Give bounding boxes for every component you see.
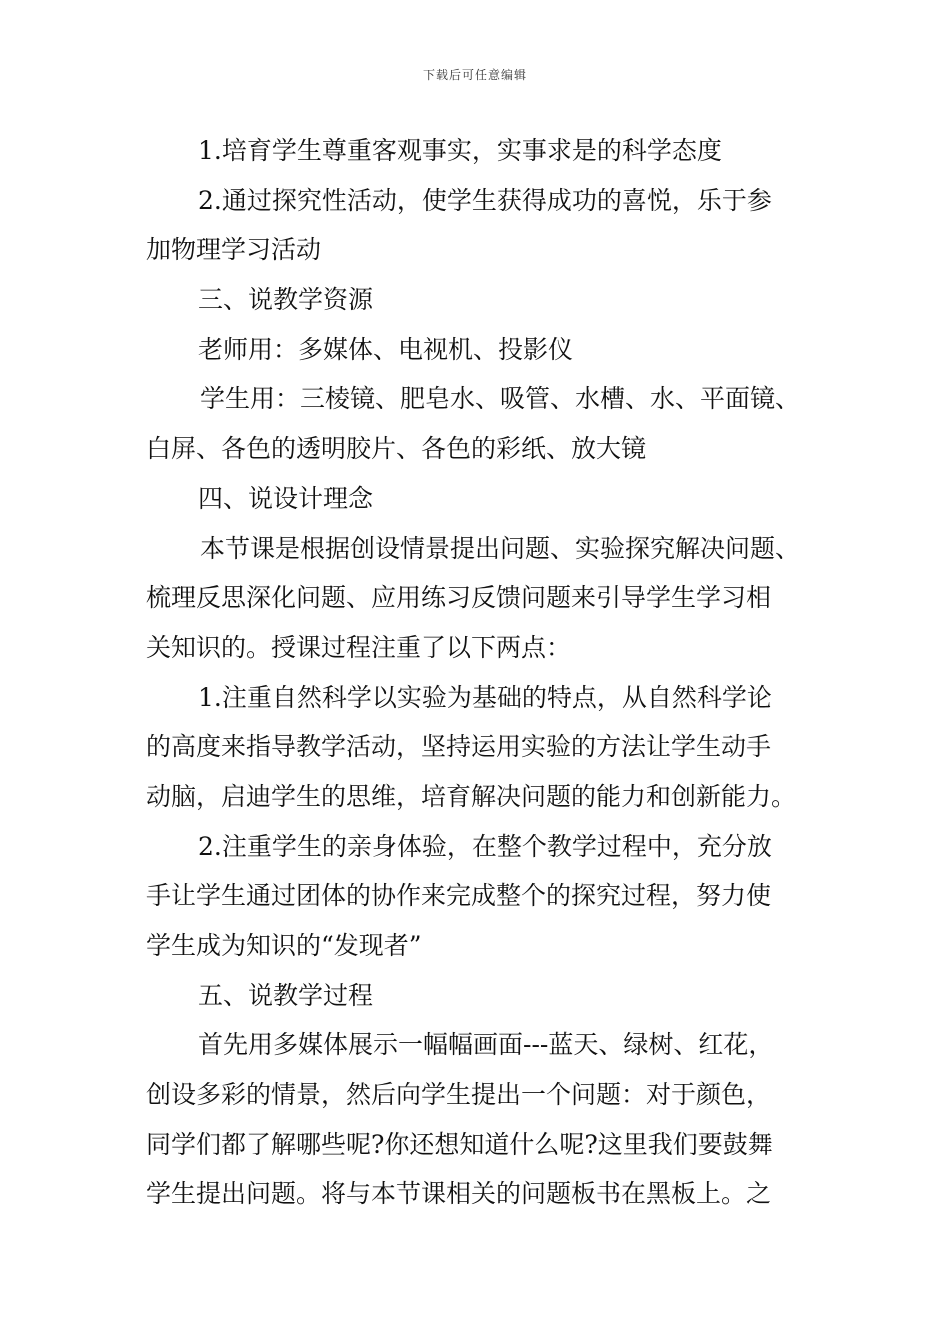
text-line: 关知识的。授课过程注重了以下两点：	[146, 632, 572, 662]
text-line: 学生提出问题。将与本节课相关的问题板书在黑板上。之	[146, 1179, 772, 1209]
text-line: 首先用多媒体展示一幅幅画面---蓝天、绿树、红花，	[198, 1030, 774, 1060]
text-line: 梳理反思深化问题、应用练习反馈问题来引导学生学习相	[146, 583, 772, 613]
text-line: 同学们都了解哪些呢?你还想知道什么呢?这里我们要鼓舞	[146, 1129, 773, 1159]
text-line: 加物理学习活动	[146, 235, 322, 265]
text-line: 白屏、各色的透明胶片、各色的彩纸、放大镜	[146, 434, 647, 464]
text-line: 老师用：多媒体、电视机、投影仪	[198, 334, 574, 364]
text-line: 2.通过探究性活动，使学生获得成功的喜悦，乐于参	[198, 185, 772, 215]
text-line: 1.培育学生尊重客观事实，实事求是的科学态度	[198, 136, 722, 165]
text-line: 创设多彩的情景，然后向学生提出一个问题：对于颜色，	[146, 1080, 772, 1110]
text-line: 动脑，启迪学生的思维，培育解决问题的能力和创新能力。	[146, 781, 797, 811]
section-heading: 三、说教学资源	[198, 285, 374, 315]
section-heading: 五、说教学过程	[198, 980, 374, 1010]
page-header-note: 下载后可任意编辑	[422, 68, 527, 82]
section-heading: 四、说设计理念	[198, 483, 374, 513]
text-line: 本节课是根据创设情景提出问题、实验探究解决问题、	[200, 533, 801, 563]
document-body	[146, 126, 836, 1219]
text-line: 学生用：三棱镜、肥皂水、吸管、水槽、水、平面镜、	[200, 384, 801, 414]
text-line: 手让学生通过团体的协作来完成整个的探究过程，努力使	[146, 881, 772, 911]
text-line: 2.注重学生的亲身体验，在整个教学过程中，充分放	[198, 831, 772, 861]
text-line: 学生成为知识的“发现者”	[146, 931, 422, 960]
text-line: 的高度来指导教学活动，坚持运用实验的方法让学生动手	[146, 732, 772, 762]
text-line: 1.注重自然科学以实验为基础的特点，从自然科学论	[198, 682, 772, 712]
